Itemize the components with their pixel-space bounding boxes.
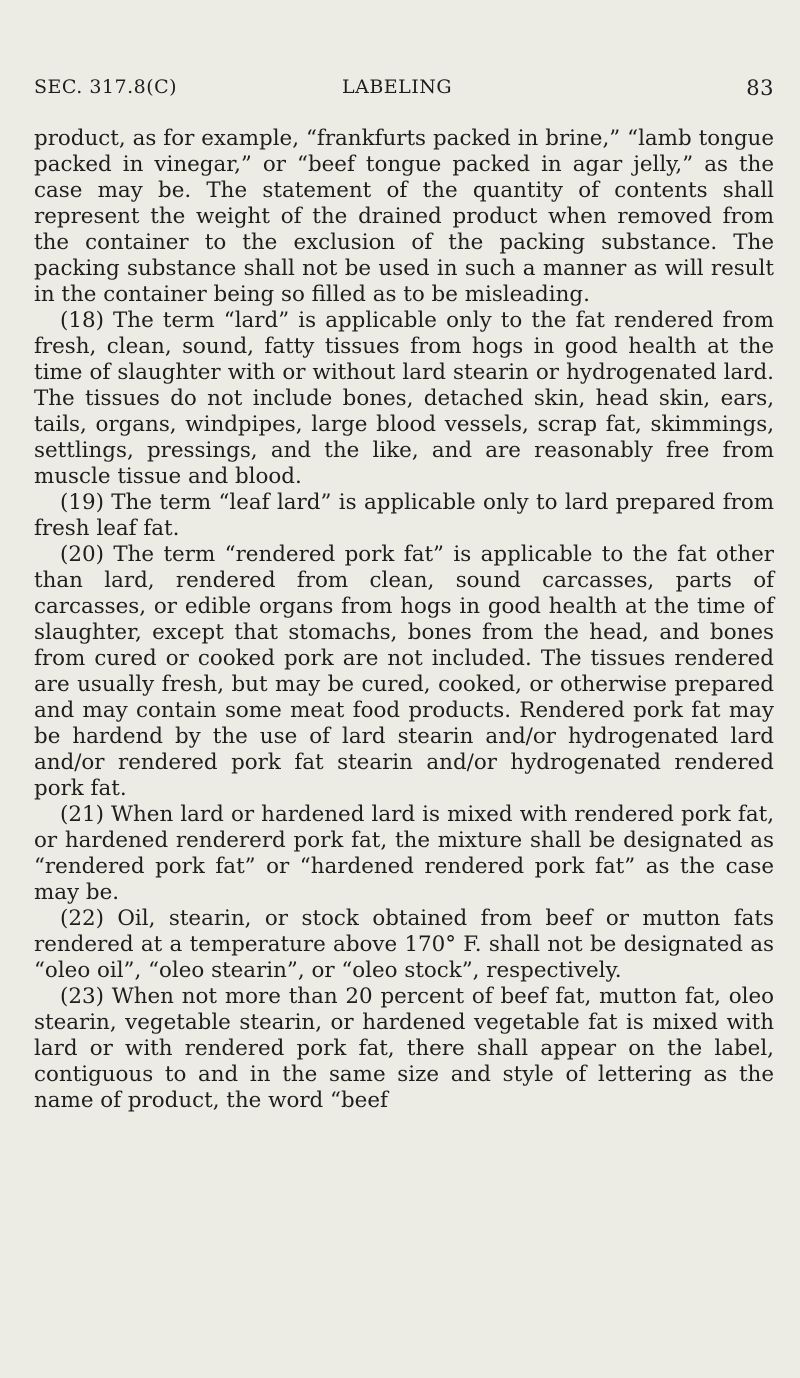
paragraph-20-rendered-pork-fat: (20) The term “rendered pork fat” is applicable to the fat other than lard, rendered from clean, sound carcasses, parts of carcasses, or edible organs from hogs in good health at the time of slaughter, except that stomachs, bones from the head, and bones from cured or cooked pork are not included. The tissues rendered are usually fresh, but may be cured, cooked, or otherwise prepared and may contain some meat food products. Rendered pork fat may be hardend by the use of lard stearin and/or hydrogenated lard and/or rendered pork fat stearin and/or hydrogenated rendered pork fat. xyxy=(34,542,774,801)
body-text xyxy=(34,126,774,1114)
paragraph-22-oleo: (22) Oil, stearin, or stock obtained from beef or mutton fats rendered at a temperature above 170° F. shall not be designated as “oleo oil”, “oleo stearin”, or “oleo stock”, respectively. xyxy=(34,906,774,983)
paragraph-21-mixture: (21) When lard or hardened lard is mixed with rendered pork fat, or hardened rendererd pork fat, the mixture shall be designated as “rendered pork fat” or “hardened rendered pork fat” as the case may be. xyxy=(34,802,774,905)
paragraph-continuation: product, as for example, “frankfurts packed in brine,” “lamb tongue packed in vinegar,” or “beef tongue packed in agar jelly,” as the case may be. The statement of the quantity of contents shall represent the weight of the drained product when removed from the container to the exclusion of the packing substance. The packing substance shall not be used in such a manner as will result in the container being so filled as to be misleading. xyxy=(34,126,774,307)
paragraph-19-leaf-lard: (19) The term “leaf lard” is applicable only to lard prepared from fresh leaf fat. xyxy=(34,490,774,541)
section-number: SEC. 317.8(C) xyxy=(34,76,178,98)
page-number: 83 xyxy=(746,76,774,100)
chapter-title: LABELING xyxy=(342,76,453,98)
paragraph-18-lard: (18) The term “lard” is applicable only to the fat rendered from fresh, clean, sound, fatty tissues from hogs in good health at the time of slaughter with or without lard stearin or hydrogenated lard. The tissues do not include bones, detached skin, head skin, ears, tails, organs, windpipes, large blood vessels, scrap fat, skimmings, settlings, pressings, and the like, and are reasonably free from muscle tissue and blood. xyxy=(34,308,774,489)
paragraph-23-beef-fat: (23) When not more than 20 percent of beef fat, mutton fat, oleo stearin, vegetable stearin, or hardened vegetable fat is mixed with lard or with rendered pork fat, there shall appear on the label, contiguous to and in the same size and style of lettering as the name of product, the word “beef xyxy=(34,984,774,1113)
running-head xyxy=(34,76,774,106)
